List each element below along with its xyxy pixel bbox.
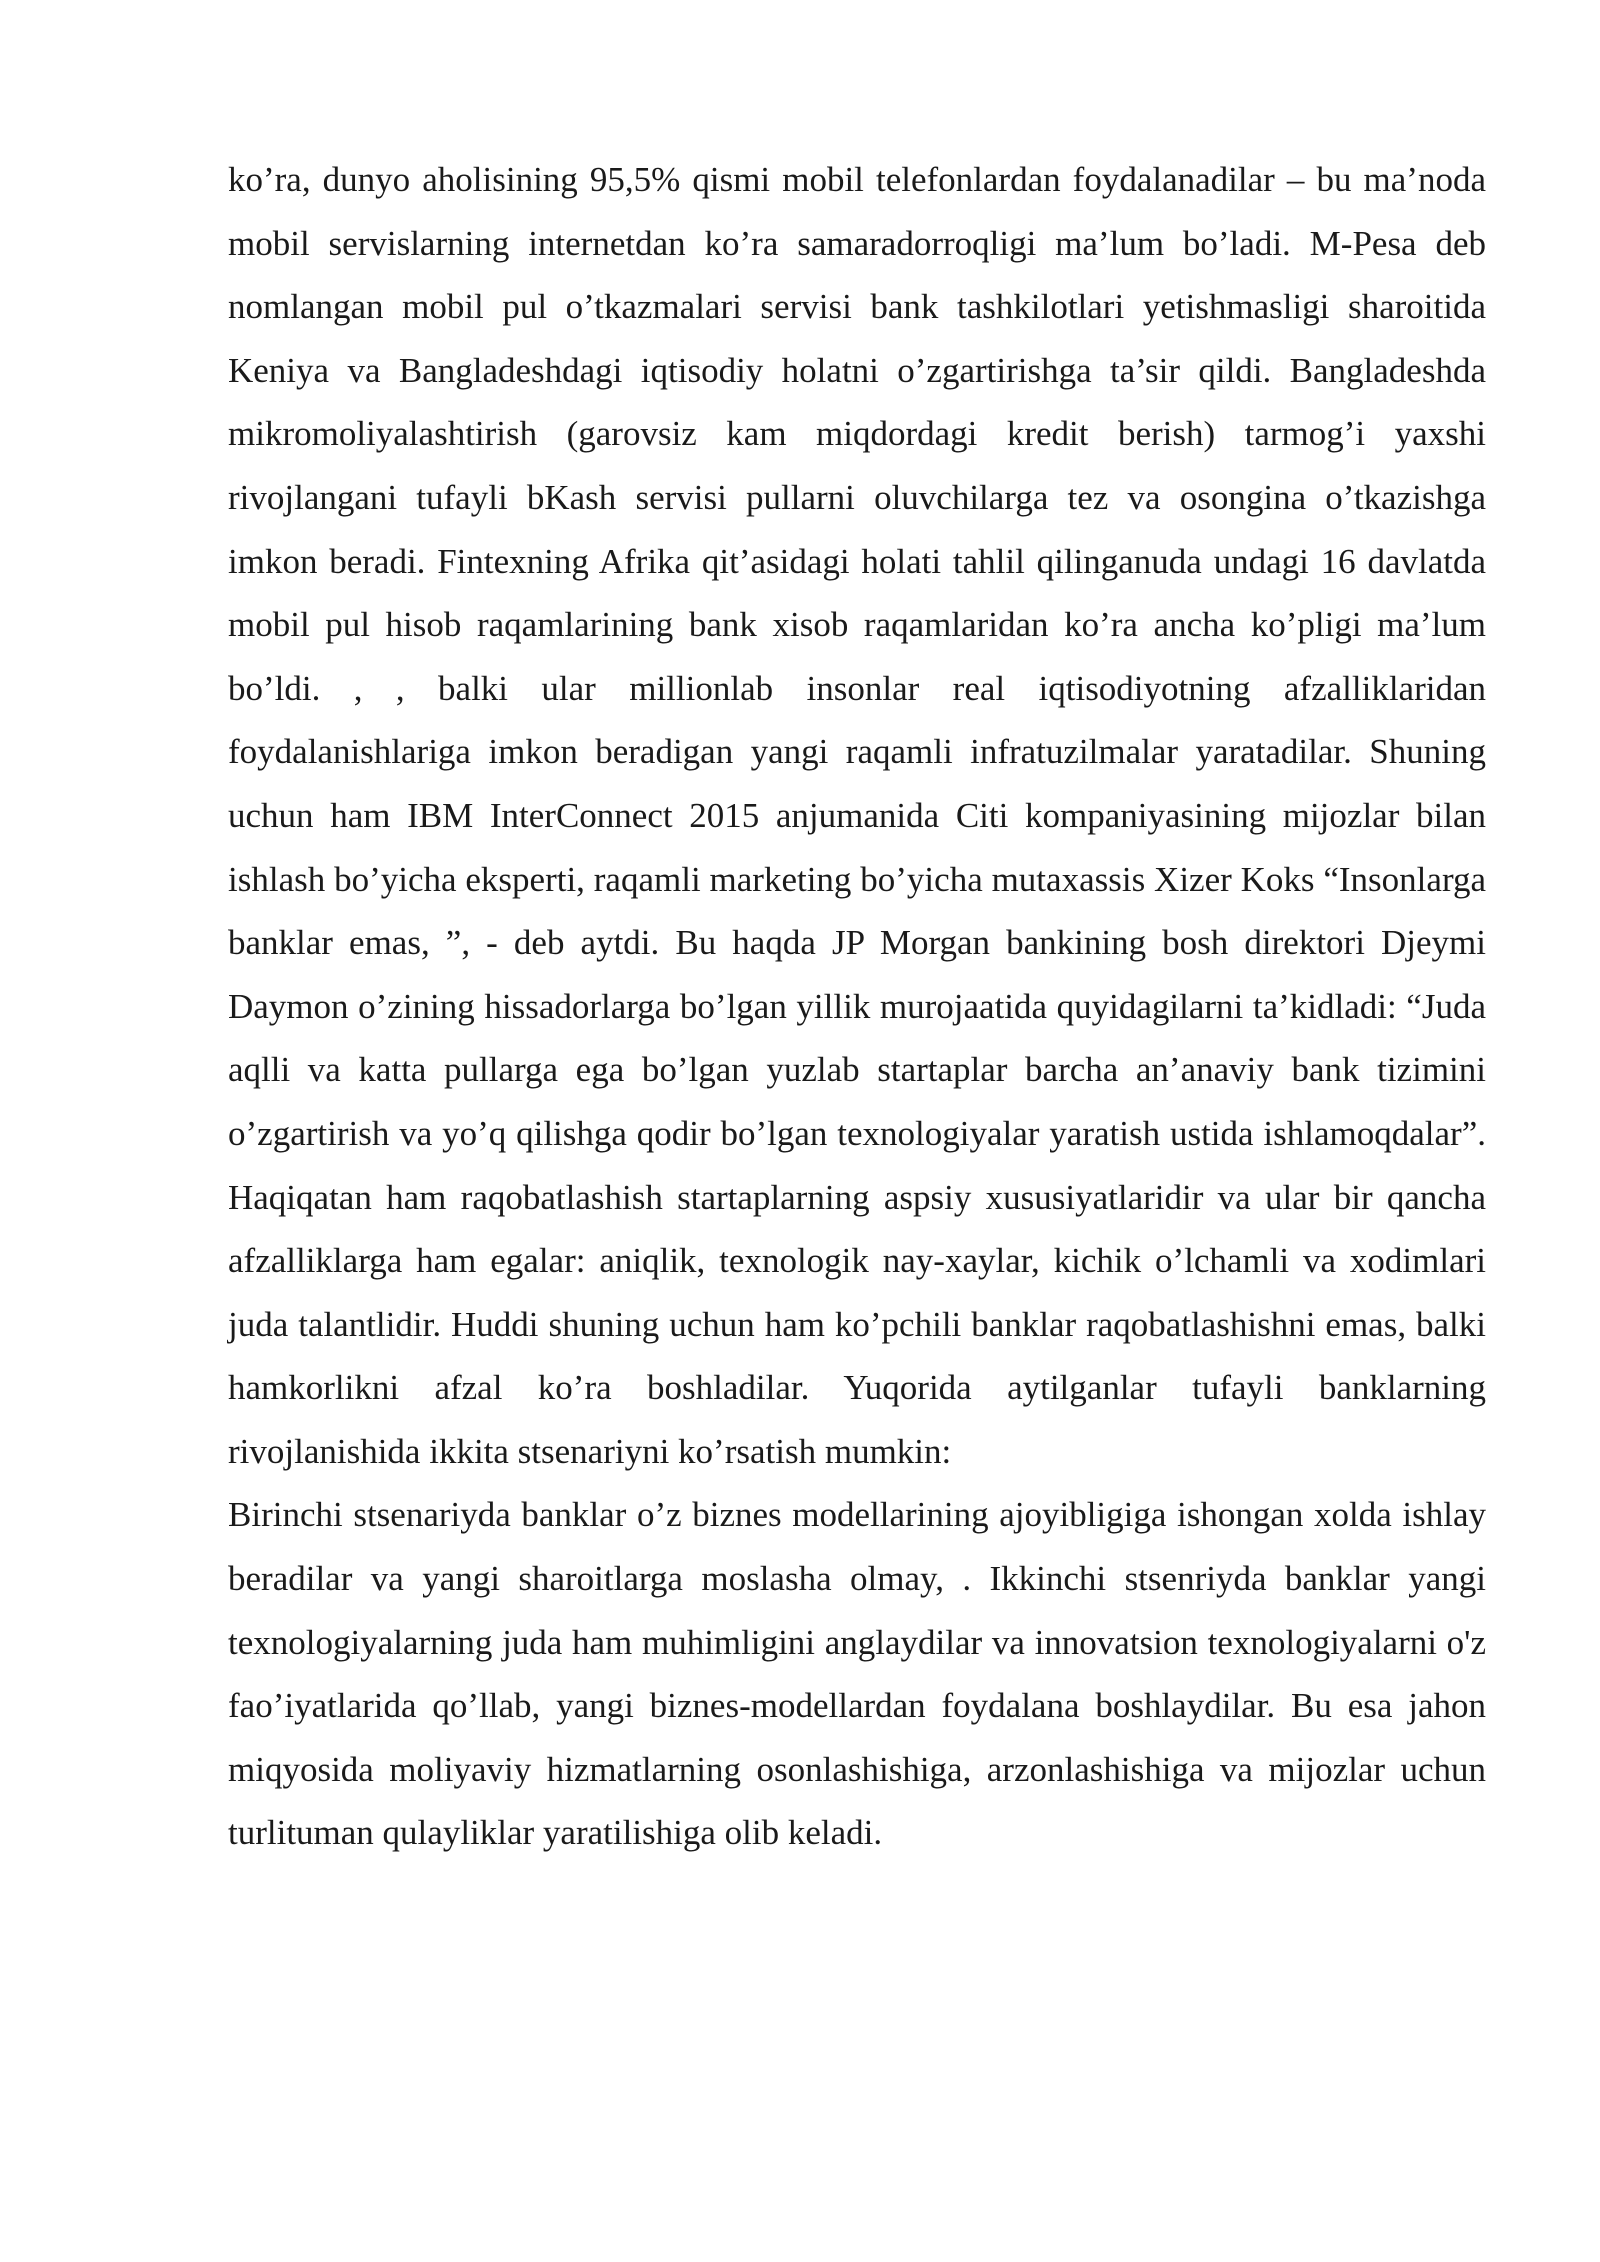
body-text [228, 148, 1486, 1865]
paragraph-2: Birinchi stsenariyda banklar o’z biznes modellarining ajoyibligiga ishongan xolda ishlay beradilar va yangi sharoitlarga moslasha olmay, . Ikkinchi stsenriyda banklar yangi texnologiyalarning juda ham muhimligini anglaydilar va innovatsion texnologiyalarni o'z fao’iyatlarida qo’llab, yangi biznes-modellardan foydalana boshlaydilar. Bu esa jahon miqyosida moliyaviy hizmatlarning osonlashishiga, arzonlashishiga va mijozlar uchun turlituman qulayliklar yaratilishiga olib keladi. [228, 1495, 1486, 1853]
paragraph-1: ko’ra, dunyo aholisining 95,5% qismi mobil telefonlardan foydalanadilar – bu ma’noda mobil servislarning internetdan ko’ra samaradorroqligi ma’lum bo’ladi. M-Pesa deb nomlangan mobil pul o’tkazmalari servisi bank tashkilotlari yetishmasligi sharoitida Keniya va Bangladeshdagi iqtisodiy holatni o’zgartirishga ta’sir qildi. Bangladeshda mikromoliyalashtirish (garovsiz kam miqdordagi kredit berish) tarmog’i yaxshi rivojlangani tufayli bKash servisi pullarni oluvchilarga tez va osongina o’tkazishga imkon beradi. Fintexning Afrika qit’asidagi holati tahlil qilinganuda undagi 16 davlatda mobil pul hisob raqamlarining bank xisob raqamlaridan ko’ra ancha ko’pligi ma’lum bo’ldi. , , balki ular millionlab insonlar real iqtisodiyotning afzalliklaridan foydalanishlariga imkon beradigan yangi raqamli infratuzilmalar yaratadilar. Shuning uchun ham IBM InterConnect 2015 anjumanida Citi kompaniyasining mijozlar bilan ishlash bo’yicha eksperti, raqamli marketing bo’yicha mutaxassis Xizer Koks “Insonlarga banklar emas, ”, - deb aytdi. Bu haqda JP Morgan bankining bosh direktori Djeymi Daymon o’zining hissadorlarga bo’lgan yillik murojaatida quyidagilarni ta’kidladi: “Juda aqlli va katta pullarga ega bo’lgan yuzlab startaplar barcha an’anaviy bank tizimini o’zgartirish va yo’q qilishga qodir bo’lgan texnologiyalar yaratish ustida ishlamoqdalar”. Haqiqatan ham raqobatlashish startaplarning aspsiy xususiyatlaridir va ular bir qancha afzalliklarga ham egalar: aniqlik, texnologik nay-xaylar, kichik o’lchamli va xodimlari juda talantlidir. Huddi shuning uchun ham ko’pchili banklar raqobatlashishni emas, balki hamkorlikni afzal ko’ra boshladilar. Yuqorida aytilganlar tufayli banklarning rivojlanishida ikkita stsenariyni ko’rsatish mumkin: [228, 160, 1486, 1471]
